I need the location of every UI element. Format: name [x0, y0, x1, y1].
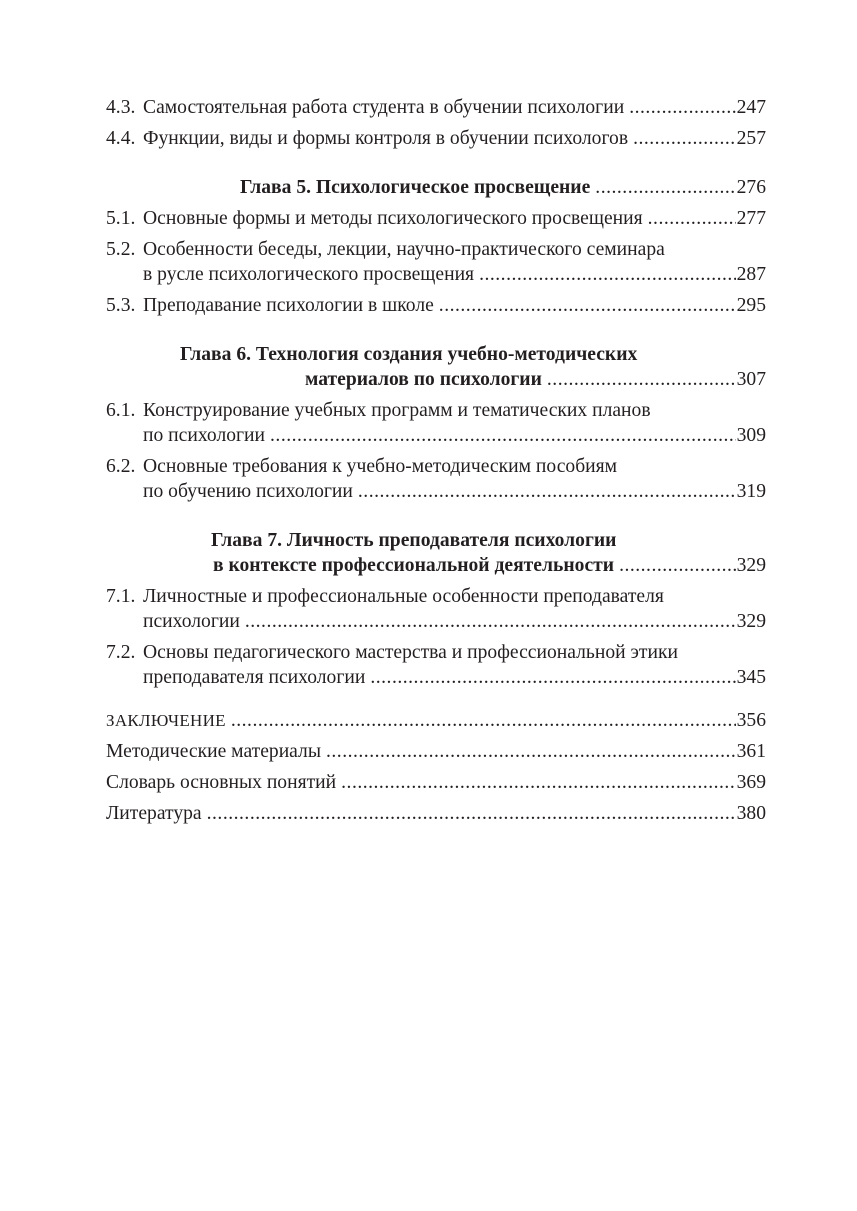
page-number: 247 — [736, 97, 766, 118]
section-title-line2: по обучению психологии — [143, 481, 353, 502]
section-title: Функции, виды и формы контроля в обучении психологов — [143, 128, 629, 149]
toc-entry-6-2[interactable] — [143, 479, 766, 505]
page-number: 361 — [736, 741, 766, 762]
section-number: 7.2. — [106, 642, 136, 663]
section-title: Основные формы и методы психологического просвещения — [143, 208, 643, 229]
toc-entry-6-2-first-line[interactable] — [106, 454, 766, 480]
toc-entry-7-2[interactable] — [143, 665, 766, 691]
page-number: 380 — [736, 803, 766, 824]
dot-leader — [629, 95, 735, 121]
section-title-line1: Основные требования к учебно-методическим пособиям — [143, 456, 618, 477]
dot-leader — [245, 609, 736, 635]
toc-chapter-6[interactable] — [106, 367, 766, 393]
section-number: 6.1. — [106, 400, 136, 421]
page-number: 319 — [736, 481, 766, 502]
page-number: 287 — [736, 264, 766, 285]
dot-leader — [326, 739, 736, 765]
page-number: 257 — [736, 128, 766, 149]
chapter-title-line2: материалов по психологии — [305, 369, 542, 390]
dot-leader — [595, 175, 735, 201]
toc-chapter-6-first-line[interactable] — [180, 342, 840, 368]
toc-entry-6-1[interactable] — [143, 423, 766, 449]
section-title-line1: Конструирование учебных программ и тематических планов — [143, 400, 651, 421]
chapter-title-line1: Глава 7. Личность преподавателя психологии — [211, 530, 617, 551]
toc-entry-4-4[interactable] — [106, 126, 766, 152]
toc-entry-7-1[interactable] — [143, 609, 766, 635]
section-number: 5.3. — [106, 295, 136, 316]
chapter-title-line1: Глава 6. Технология создания учебно-методических — [180, 344, 638, 365]
section-title: Самостоятельная работа студента в обучении психологии — [143, 97, 625, 118]
dot-leader — [370, 665, 735, 691]
page-number: 345 — [736, 667, 766, 688]
dot-leader — [270, 423, 736, 449]
page-number: 276 — [736, 177, 766, 198]
toc-entry-6-1-first-line[interactable] — [106, 398, 766, 424]
section-title-line1: Личностные и профессиональные особенности преподавателя — [143, 586, 664, 607]
chapter-title-line2: в контексте профессиональной деятельности — [213, 555, 615, 576]
dot-leader — [358, 479, 736, 505]
section-title: Литература — [106, 803, 202, 824]
page-number: 369 — [736, 772, 766, 793]
toc-entry-glossary[interactable] — [106, 770, 766, 796]
section-number: 5.1. — [106, 208, 136, 229]
toc-entry-5-2-first-line[interactable] — [106, 237, 766, 263]
dot-leader — [648, 206, 736, 232]
page-number: 277 — [736, 208, 766, 229]
section-title-line2: в русле психологического просвещения — [143, 264, 475, 285]
toc-entry-conclusion[interactable] — [106, 708, 766, 734]
section-title-line2: преподавателя психологии — [143, 667, 366, 688]
chapter-title: Глава 5. Психологическое просвещение — [240, 177, 591, 198]
dot-leader — [633, 126, 736, 152]
section-title: Словарь основных понятий — [106, 772, 337, 793]
section-number: 5.2. — [106, 239, 136, 260]
section-title: ЗАКЛЮЧЕНИЕ — [106, 711, 226, 730]
toc-entry-4-3[interactable] — [106, 95, 766, 121]
toc-entry-5-3[interactable] — [106, 293, 766, 319]
page-number: 295 — [736, 295, 766, 316]
page-number: 329 — [736, 555, 766, 576]
page-number: 307 — [736, 369, 766, 390]
dot-leader — [479, 262, 736, 288]
toc-entry-5-1[interactable] — [106, 206, 766, 232]
section-number: 4.3. — [106, 97, 136, 118]
dot-leader — [439, 293, 736, 319]
page-number: 329 — [736, 611, 766, 632]
toc-entry-7-2-first-line[interactable] — [106, 640, 766, 666]
section-title-line1: Основы педагогического мастерства и профессиональной этики — [143, 642, 678, 663]
toc-entry-methods[interactable] — [106, 739, 766, 765]
section-title-line2: психологии — [143, 611, 240, 632]
toc-chapter-5[interactable] — [106, 175, 766, 201]
dot-leader — [207, 801, 736, 827]
toc-chapter-7[interactable] — [106, 553, 766, 579]
section-title-line2: по психологии — [143, 425, 266, 446]
toc-entry-literature[interactable] — [106, 801, 766, 827]
toc-entry-7-1-first-line[interactable] — [106, 584, 766, 610]
section-number: 4.4. — [106, 128, 136, 149]
page-number: 309 — [736, 425, 766, 446]
dot-leader — [547, 367, 736, 393]
page-number: 356 — [736, 710, 766, 731]
dot-leader — [619, 553, 736, 579]
section-title: Преподавание психологии в школе — [143, 295, 434, 316]
section-number: 7.1. — [106, 586, 136, 607]
toc-chapter-7-first-line[interactable] — [211, 528, 857, 554]
section-number: 6.2. — [106, 456, 136, 477]
dot-leader — [341, 770, 735, 796]
section-title: Методические материалы — [106, 741, 321, 762]
toc-entry-5-2[interactable] — [143, 262, 766, 288]
dot-leader — [231, 708, 736, 734]
section-title-line1: Особенности беседы, лекции, научно-практического семинара — [143, 239, 665, 260]
